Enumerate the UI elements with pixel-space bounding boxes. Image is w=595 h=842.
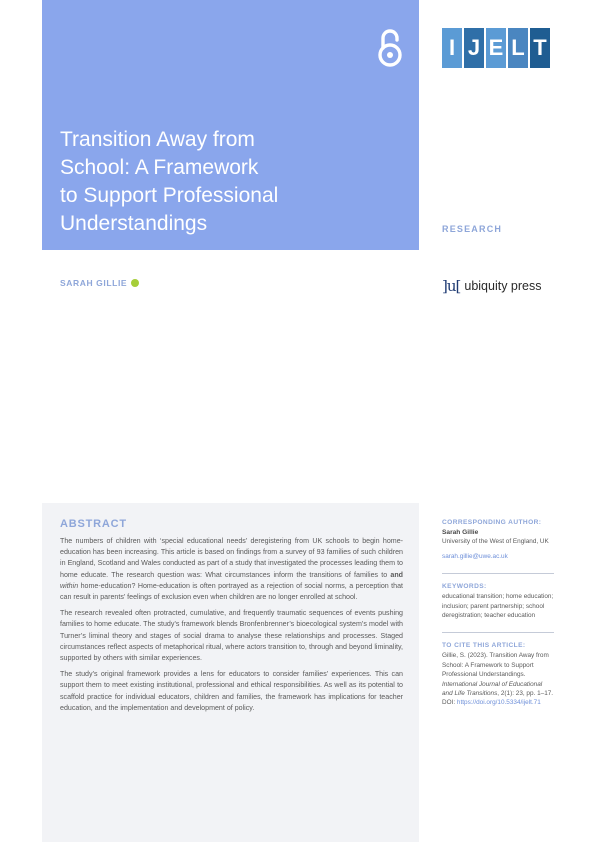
publisher-logo (442, 277, 542, 295)
article-type-label: RESEARCH (442, 224, 503, 234)
citation-part: , 2(1): 23, pp. 1–17. DOI: (442, 690, 554, 707)
citation-heading: TO CITE THIS ARTICLE: (442, 642, 526, 650)
corresponding-author-affiliation: University of the West of England, UK (442, 538, 549, 546)
author-name[interactable]: SARAH GILLIE (60, 278, 128, 288)
publisher-name: ubiquity press (464, 279, 542, 293)
keywords (442, 582, 554, 620)
article-title (60, 126, 360, 238)
corresponding-author (442, 518, 554, 561)
abstract-heading: ABSTRACT (60, 518, 127, 530)
citation-text (442, 651, 554, 707)
open-access-icon (376, 28, 404, 68)
citation (442, 641, 554, 707)
corresponding-author-name: Sarah Gillie (442, 529, 479, 536)
abstract-text: The numbers of children with ‘special educational needs’ deregistering from UK schools to begin home-education has been increasing. This article is based on findings from a survey of 93 families of such children in England, Scotland and Wales conducted as part of a study that investigated the processes leading them to home educate. The research question was: What circumstances inform the transitions of families to (60, 537, 403, 579)
abstract-emphasis: and (390, 570, 403, 579)
title-line: School: A Framework (60, 156, 259, 179)
doi-link[interactable]: https://doi.org/10.5334/ijelt.71 (456, 699, 541, 707)
abstract-body (60, 536, 403, 719)
citation-part: Gillie, S. (2023). Transition Away from School: A Framework to Support Professional Understandings. (442, 652, 549, 679)
divider (442, 632, 554, 633)
logo-letter: J (464, 28, 484, 68)
email-link[interactable]: sarah.gillie@uwe.ac.uk (442, 552, 508, 560)
abstract-text: home-education? Home-education is often portrayed as a rejection of social norms, a perception that can result in parents’ feelings of exclusion even when children are no longer enrolled at school. (60, 581, 403, 602)
keywords-list: educational transition; home education; inclusion; parent partnership; school deregistration; teacher education (442, 593, 554, 620)
corresponding-author-heading: CORRESPONDING AUTHOR: (442, 519, 542, 526)
logo-letter: T (530, 28, 550, 68)
citation-journal: International Journal of Educational and Life Transitions (442, 680, 543, 698)
abstract-paragraph (60, 536, 403, 603)
logo-letter: L (508, 28, 528, 68)
title-line: to Support Professional (60, 184, 279, 207)
keywords-heading: KEYWORDS: (442, 583, 487, 591)
abstract-paragraph: The research revealed often protracted, cumulative, and frequently traumatic sequences of events pushing families to home educate. The study’s framework blends Bronfenbrenner’s bioecological system’s model with Turner’s liminal theory and stages of social drama to analyse these relationships and processes. Staged circumstances reflect aspects of metaphorical ritual, where actors transition to, through and beyond liminality, supported by others with similar experiences. (60, 609, 403, 663)
abstract-emphasis: within (60, 581, 79, 590)
article-sidebar (442, 518, 554, 720)
orcid-icon[interactable] (131, 279, 139, 287)
title-line: Transition Away from (60, 128, 255, 151)
publisher-mark: ]u[ (442, 277, 461, 295)
author-line (60, 278, 139, 288)
logo-letter: I (442, 28, 462, 68)
logo-letter: E (486, 28, 506, 68)
title-line: Understandings (60, 212, 208, 235)
divider (442, 573, 554, 574)
abstract-paragraph: The study’s original framework provides a lens for educators to consider families’ experiences. This can support them to meet existing institutional, professional and ethical responsibilities. As well as its potential to scaffold practice for individual educators, children and families, the framework has implications for teacher education, and the implementation and development of policy. (60, 670, 403, 712)
journal-logo (442, 28, 550, 68)
